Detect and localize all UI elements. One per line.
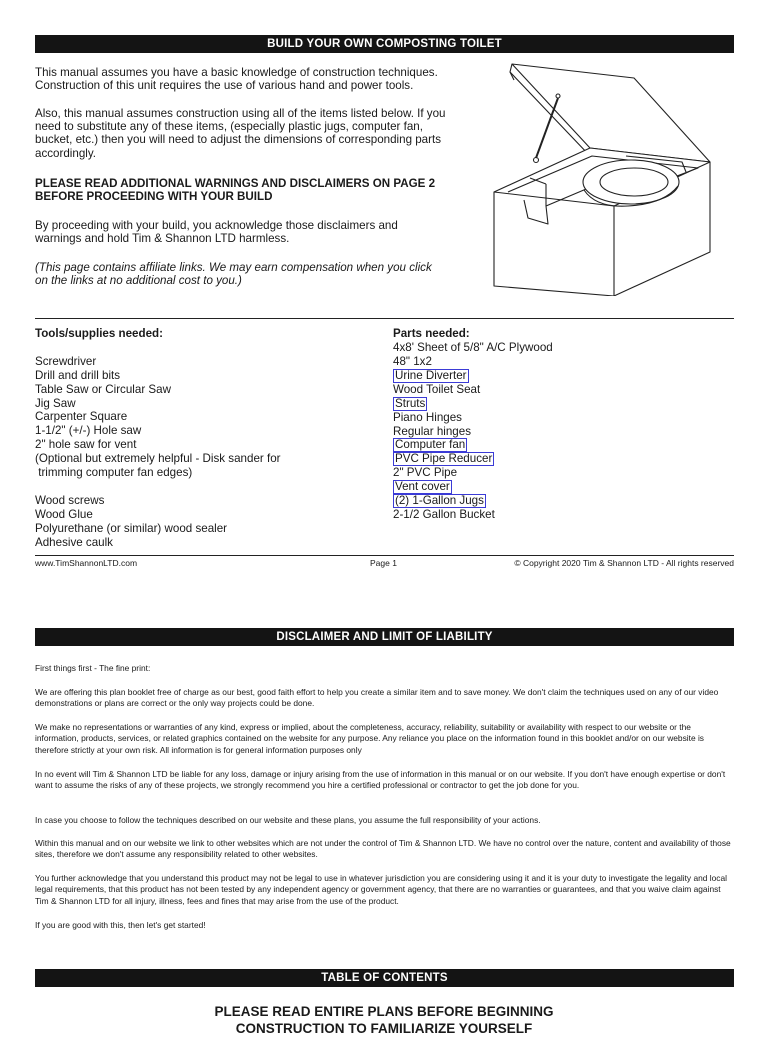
parts-item: 2" PVC Pipe [393, 466, 458, 480]
tools-item: Wood screws [35, 493, 105, 507]
tools-item: Polyurethane (or similar) wood sealer [35, 521, 228, 535]
tools-item: Adhesive caulk [35, 535, 113, 549]
tools-item: Carpenter Square [35, 410, 128, 424]
assumptions-paragraph: Also, this manual assumes construction using all of the items listed below. If you need to substitute any of these items, (especially plastic jugs, computer fan, bucket, etc.) then you will need to adjust the dimensions of corresponding parts accordingly. [35, 107, 446, 160]
tools-item: Table Saw or Circular Saw [35, 382, 171, 396]
parts-item: 4x8' Sheet of 5/8" A/C Plywood [393, 340, 553, 354]
tools-item: Screwdriver [35, 354, 97, 368]
parts-list [393, 327, 723, 522]
footer-page-number: Page 1 [370, 558, 397, 568]
read-plans-line-1: PLEASE READ ENTIRE PLANS BEFORE BEGINNING [214, 1004, 554, 1019]
tools-item: Wood Glue [35, 507, 93, 521]
read-plans-notice [0, 1003, 768, 1037]
tools-item: Drill and drill bits [35, 368, 121, 382]
footer-divider [35, 555, 734, 556]
disclaimer-paragraph: You further acknowledge that you understand this product may not be legal to use in whatever jurisdiction you are considering using it and it is your duty to investigate the legality and local legal requirements, that this product has not been tested by any independent agency or government agency, that there are no warranties or guarantees, and that you waive claim against Tim & Shannon LTD for all injury, illness, fees and fines that may arise from the use of the product. [35, 873, 727, 906]
intro-paragraph: This manual assumes you have a basic knowledge of construction techniques. Construction of this unit requires the use of various hand and power tools. [35, 66, 438, 93]
section-divider [35, 318, 734, 319]
link-struts[interactable]: Struts [395, 396, 426, 410]
disclaimer-paragraph: We are offering this plan booklet free of charge as our best, good faith effort to help you create a similar item and to save money. We don't claim the techniques used on any of our video demonstrations or plans are correct or the only way projects could be done. [35, 687, 719, 709]
tools-item: 1-1/2" (+/-) Hole saw [35, 424, 142, 438]
toc-title-bar: TABLE OF CONTENTS [35, 969, 734, 987]
link-computer-fan[interactable]: Computer fan [395, 438, 466, 452]
tools-item: (Optional but extremely helpful - Disk sander for [35, 452, 281, 466]
parts-heading: Parts needed: [393, 327, 470, 340]
section-title-bar: BUILD YOUR OWN COMPOSTING TOILET [35, 35, 734, 53]
acknowledgement-paragraph: By proceeding with your build, you acknowledge those disclaimers and warnings and hold Tim & Shannon LTD harmless. [35, 219, 398, 246]
footer-copyright: © Copyright 2020 Tim & Shannon LTD - All rights reserved [514, 558, 734, 568]
disclaimer-paragraph: We make no representations or warranties of any kind, express or implied, about the completeness, accuracy, reliability, suitability or availability with respect to our website or the information, products, services, or related graphics contained on the website for any purpose. Any reliance you place on the information found in this booklet and/or on our website is therefore strictly at your own risk. All information is for general information purposes only [35, 722, 704, 755]
disclaimer-paragraph: In no event will Tim & Shannon LTD be liable for any loss, damage or injury arising from the use of information in this manual or on our website. If you don't have enough expertise or don't want to assume the risks of any of these projects, we strongly recommend you hire a certified professional or contractor to get the job done for you. [35, 769, 726, 791]
link-vent-cover[interactable]: Vent cover [395, 480, 450, 494]
tools-heading: Tools/supplies needed: [35, 327, 163, 340]
affiliate-note: (This page contains affiliate links. We may earn compensation when you click on the links at no additional cost to you.) [35, 261, 432, 288]
parts-item: Piano Hinges [393, 410, 462, 424]
tools-list [35, 327, 365, 549]
parts-item: 2-1/2 Gallon Bucket [393, 508, 495, 522]
disclaimer-paragraph: In case you choose to follow the techniques described on our website and these plans, you assume the full responsibility of your actions. [35, 815, 541, 825]
disclaimer-paragraph: If you are good with this, then let's get started! [35, 920, 206, 930]
link-urine-diverter[interactable]: Urine Diverter [395, 368, 467, 382]
disclaimer-paragraph: Within this manual and on our website we link to other websites which are not under the control of Tim & Shannon LTD. We have no control over the nature, content and availability of those sites, therefore we don't assume any responsibility related to other websites. [35, 838, 731, 860]
composting-toilet-box-illustration [486, 60, 716, 296]
tools-item: 2" hole saw for vent [35, 438, 137, 452]
disclaimer-paragraph: First things first - The fine print: [35, 663, 151, 673]
link-gallon-jugs[interactable]: (2) 1-Gallon Jugs [395, 494, 484, 508]
link-pvc-pipe-reducer[interactable]: PVC Pipe Reducer [395, 452, 493, 466]
parts-item: Wood Toilet Seat [393, 382, 481, 396]
parts-item: Regular hinges [393, 424, 471, 438]
tools-item: Jig Saw [35, 396, 76, 410]
disclaimer-title-bar: DISCLAIMER AND LIMIT OF LIABILITY [35, 628, 734, 646]
read-plans-line-2: CONSTRUCTION TO FAMILIARIZE YOURSELF [235, 1021, 533, 1036]
tools-item: trimming computer fan edges) [35, 466, 193, 480]
parts-item: 48" 1x2 [393, 354, 432, 368]
warning-paragraph: PLEASE READ ADDITIONAL WARNINGS AND DISCLAIMERS ON PAGE 2 BEFORE PROCEEDING WITH YOUR BUILD [35, 177, 436, 204]
footer-website: www.TimShannonLTD.com [35, 558, 138, 568]
